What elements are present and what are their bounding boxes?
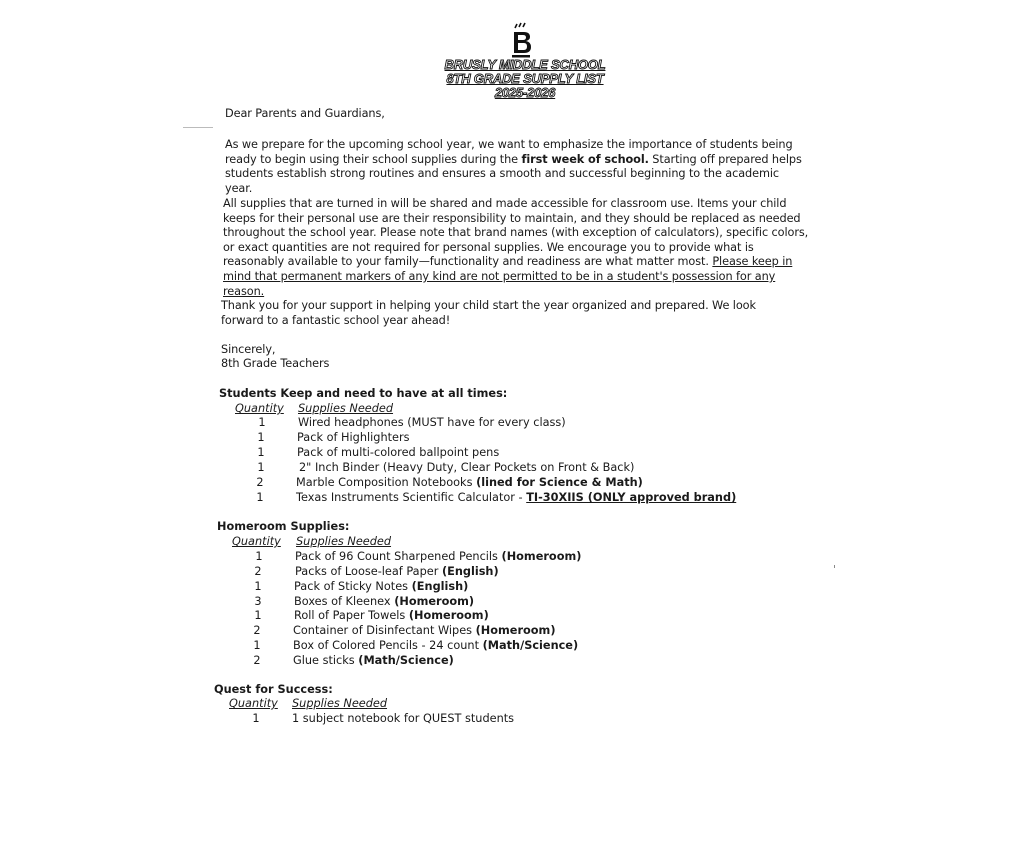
supplies-policy-paragraph: All supplies that are turned in will be shared and made accessible for classroom use. Items your child keeps for their personal use are their responsibility to maintain, and they should be replaced as needed throughout the school year. Please note that brand names (with exception of calculators), specific colors, or exact quantities are not required for personal supplies. We encourage you to provide what is reasonably available to your family—functionality and readiness are what matter most. Please keep in mind that permanent markers of any kind are not permitted to be in a student's possession for any reason.	[223, 197, 809, 298]
intro-paragraph: As we prepare for the upcoming school year, we want to emphasize the importance of students being ready to begin using their school supplies during the first week of school. Starting off prepared helps students establish strong routines and ensures a smooth and successful beginning to the academic year.	[225, 138, 802, 195]
quest-supplies-header: Supplies Needed	[292, 697, 388, 710]
greeting: Dear Parents and Guardians,	[225, 107, 385, 120]
signature: 8th Grade Teachers	[221, 357, 330, 370]
keep-supplies-header: Supplies Needed	[298, 402, 394, 415]
document-page: BRUSLY MIDDLE SCHOOL 8TH GRADE SUPPLY LIST 2025-2026 Dear Parents and Guardians, As we prepare for the upcoming school year, we want to emphasize the importance of students being ready to begin using their school supplies during the first week of school. Starting off prepared helps students establish strong routines and ensures a smooth and successful beginning to the academic year. All supplies that are turned in will be shared and made accessible for classroom use. Items your child keeps for their personal use are their responsibility to maintain, and they should be replaced as needed throughout the school year. Please note that brand names (with exception of calculators), specific colors, or exact quantities are not required for personal supplies. We encourage you to provide what is reasonably available to your family—functionality and readiness are what matter most. Please keep in mind that permanent markers of any kind are not permitted to be in a student's possession for any reason. Thank you for your support in helping your child start the year organized and prepared. We look forward to a fantastic school year ahead! Sincerely, 8th Grade Teachers Students Keep and need to have at all times: Quantity Supplies Needed 1 Wired headphones (MUST have for every class) 1 Pack of Highlighters 1 Pack of multi-colored ballpoint pens 1 2" Inch Binder (Heavy Duty, Clear Pockets on Front & Back) 2 Marble Composition Notebooks (lined for Science & Math) 1 Texas Instruments Scientific Calculator - TI-30XIIS (ONLY approved brand) Homeroom Supplies: Quantity Supplies Needed 1 Pack of 96 Count Sharpened Pencils (Homeroom) 2 Packs of Loose-leaf Paper (English) 1 Pack of Sticky Notes (English) 3 Boxes of Kleenex (Homeroom) 1 Roll of Paper Towels (Homeroom) 2 Container of Disinfectant Wipes (Homeroom) 1 Box of Colored Pencils - 24 count (Math/Science) 2 Glue sticks (Math/Science) Quest for Success: Quantity Supplies Needed 1 1 subject notebook for QUEST students	[0, 0, 1024, 858]
closing: Sincerely,	[221, 343, 276, 356]
scan-mark	[183, 127, 213, 128]
permanent-markers-notice: Please keep in mind that permanent markers of any kind are not permitted to be in a student's possession for any reason.	[223, 255, 793, 298]
keep-quantity-header: Quantity	[235, 402, 284, 415]
school-logo-icon	[508, 22, 534, 62]
homeroom-supplies-header: Supplies Needed	[296, 535, 392, 548]
quest-section-title: Quest for Success:	[214, 683, 333, 696]
scan-mark	[834, 565, 835, 568]
list-title: 8TH GRADE SUPPLY LIST	[446, 71, 604, 86]
thank-you-paragraph: Thank you for your support in helping your child start the year organized and prepared. We look forward to a fantastic school year ahead!	[221, 299, 756, 327]
keep-section-title: Students Keep and need to have at all times:	[219, 387, 508, 400]
homeroom-quantity-header: Quantity	[232, 535, 281, 548]
school-year: 2025-2026	[494, 85, 556, 100]
homeroom-section-title: Homeroom Supplies:	[217, 520, 350, 533]
school-name: BRUSLY MIDDLE SCHOOL	[444, 57, 606, 72]
quest-quantity-header: Quantity	[229, 697, 278, 710]
